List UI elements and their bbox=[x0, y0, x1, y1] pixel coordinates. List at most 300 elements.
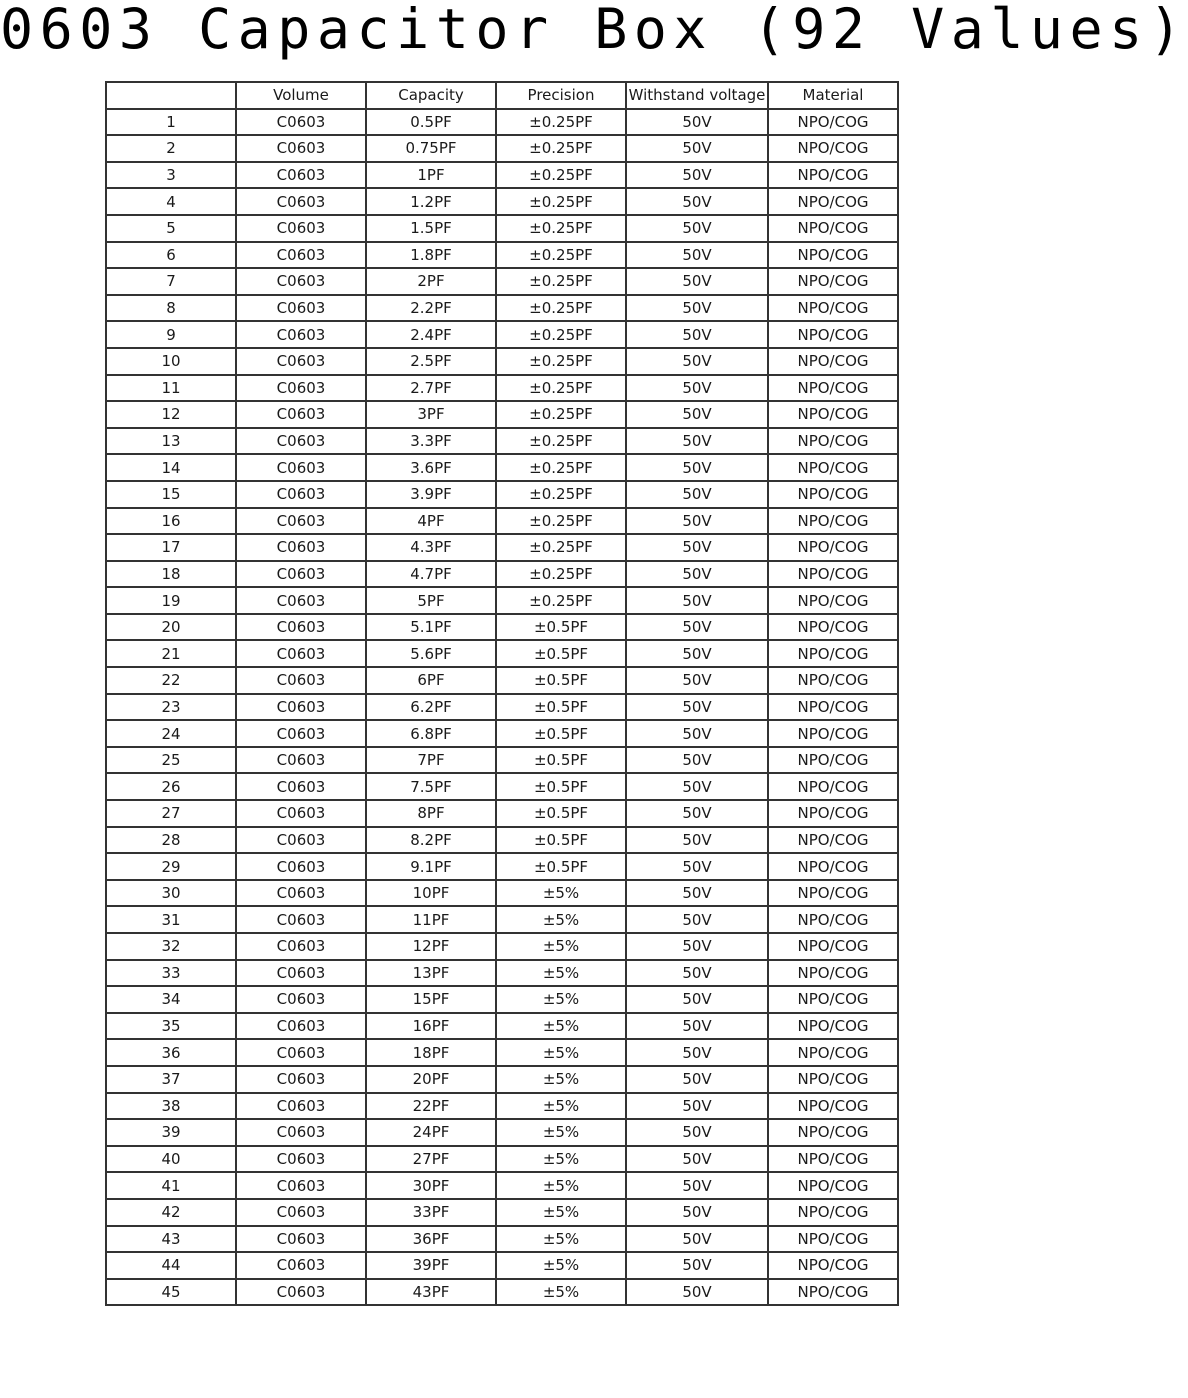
table-row bbox=[106, 508, 898, 535]
cell-precision: ±0.25PF bbox=[496, 135, 626, 162]
cell-voltage: 50V bbox=[626, 321, 768, 348]
cell-precision: ±0.25PF bbox=[496, 428, 626, 455]
cell-precision: ±5% bbox=[496, 1146, 626, 1173]
cell-index: 8 bbox=[106, 295, 236, 322]
cell-voltage: 50V bbox=[626, 720, 768, 747]
cell-precision: ±5% bbox=[496, 1172, 626, 1199]
cell-index: 6 bbox=[106, 242, 236, 269]
cell-precision: ±5% bbox=[496, 986, 626, 1013]
cell-material: NPO/COG bbox=[768, 906, 898, 933]
cell-index: 39 bbox=[106, 1119, 236, 1146]
cell-material: NPO/COG bbox=[768, 375, 898, 402]
cell-volume: C0603 bbox=[236, 534, 366, 561]
cell-capacity: 9.1PF bbox=[366, 853, 496, 880]
cell-voltage: 50V bbox=[626, 880, 768, 907]
header-precision: Precision bbox=[496, 82, 626, 109]
table-row bbox=[106, 375, 898, 402]
cell-precision: ±0.5PF bbox=[496, 694, 626, 721]
table-row bbox=[106, 986, 898, 1013]
cell-index: 17 bbox=[106, 534, 236, 561]
cell-precision: ±5% bbox=[496, 1226, 626, 1253]
cell-material: NPO/COG bbox=[768, 933, 898, 960]
cell-precision: ±5% bbox=[496, 880, 626, 907]
cell-volume: C0603 bbox=[236, 933, 366, 960]
cell-capacity: 1.8PF bbox=[366, 242, 496, 269]
cell-capacity: 39PF bbox=[366, 1252, 496, 1279]
table-row bbox=[106, 1252, 898, 1279]
cell-voltage: 50V bbox=[626, 986, 768, 1013]
cell-index: 44 bbox=[106, 1252, 236, 1279]
cell-material: NPO/COG bbox=[768, 640, 898, 667]
cell-voltage: 50V bbox=[626, 454, 768, 481]
cell-voltage: 50V bbox=[626, 587, 768, 614]
cell-precision: ±0.25PF bbox=[496, 162, 626, 189]
cell-precision: ±5% bbox=[496, 1039, 626, 1066]
cell-index: 45 bbox=[106, 1279, 236, 1306]
cell-capacity: 1.2PF bbox=[366, 188, 496, 215]
cell-volume: C0603 bbox=[236, 401, 366, 428]
cell-capacity: 10PF bbox=[366, 880, 496, 907]
cell-voltage: 50V bbox=[626, 827, 768, 854]
cell-index: 14 bbox=[106, 454, 236, 481]
cell-capacity: 0.75PF bbox=[366, 135, 496, 162]
cell-material: NPO/COG bbox=[768, 614, 898, 641]
cell-index: 3 bbox=[106, 162, 236, 189]
cell-volume: C0603 bbox=[236, 268, 366, 295]
table-row bbox=[106, 906, 898, 933]
cell-precision: ±0.25PF bbox=[496, 268, 626, 295]
cell-voltage: 50V bbox=[626, 268, 768, 295]
cell-index: 13 bbox=[106, 428, 236, 455]
table-row bbox=[106, 827, 898, 854]
cell-voltage: 50V bbox=[626, 933, 768, 960]
cell-voltage: 50V bbox=[626, 1226, 768, 1253]
cell-volume: C0603 bbox=[236, 880, 366, 907]
header-index bbox=[106, 82, 236, 109]
cell-index: 43 bbox=[106, 1226, 236, 1253]
cell-capacity: 2.2PF bbox=[366, 295, 496, 322]
cell-volume: C0603 bbox=[236, 1199, 366, 1226]
cell-material: NPO/COG bbox=[768, 1226, 898, 1253]
cell-precision: ±0.25PF bbox=[496, 508, 626, 535]
cell-voltage: 50V bbox=[626, 428, 768, 455]
cell-capacity: 11PF bbox=[366, 906, 496, 933]
cell-precision: ±0.5PF bbox=[496, 614, 626, 641]
cell-voltage: 50V bbox=[626, 375, 768, 402]
cell-volume: C0603 bbox=[236, 188, 366, 215]
cell-index: 1 bbox=[106, 109, 236, 136]
cell-volume: C0603 bbox=[236, 694, 366, 721]
cell-material: NPO/COG bbox=[768, 215, 898, 242]
cell-precision: ±0.5PF bbox=[496, 773, 626, 800]
table-row bbox=[106, 162, 898, 189]
cell-volume: C0603 bbox=[236, 135, 366, 162]
cell-index: 24 bbox=[106, 720, 236, 747]
cell-index: 25 bbox=[106, 747, 236, 774]
cell-index: 11 bbox=[106, 375, 236, 402]
cell-volume: C0603 bbox=[236, 428, 366, 455]
cell-index: 9 bbox=[106, 321, 236, 348]
cell-index: 34 bbox=[106, 986, 236, 1013]
cell-volume: C0603 bbox=[236, 1146, 366, 1173]
table-row bbox=[106, 1013, 898, 1040]
table-row bbox=[106, 268, 898, 295]
cell-voltage: 50V bbox=[626, 1252, 768, 1279]
cell-material: NPO/COG bbox=[768, 587, 898, 614]
cell-index: 21 bbox=[106, 640, 236, 667]
cell-capacity: 5PF bbox=[366, 587, 496, 614]
cell-capacity: 13PF bbox=[366, 960, 496, 987]
cell-material: NPO/COG bbox=[768, 508, 898, 535]
cell-precision: ±5% bbox=[496, 1013, 626, 1040]
cell-index: 38 bbox=[106, 1093, 236, 1120]
cell-precision: ±0.5PF bbox=[496, 667, 626, 694]
cell-capacity: 5.1PF bbox=[366, 614, 496, 641]
cell-precision: ±5% bbox=[496, 1119, 626, 1146]
cell-material: NPO/COG bbox=[768, 827, 898, 854]
table-row bbox=[106, 188, 898, 215]
cell-index: 5 bbox=[106, 215, 236, 242]
header-withstand-voltage: Withstand voltage bbox=[626, 82, 768, 109]
cell-capacity: 22PF bbox=[366, 1093, 496, 1120]
cell-capacity: 12PF bbox=[366, 933, 496, 960]
cell-index: 19 bbox=[106, 587, 236, 614]
cell-capacity: 2.5PF bbox=[366, 348, 496, 375]
cell-volume: C0603 bbox=[236, 1279, 366, 1306]
cell-material: NPO/COG bbox=[768, 1066, 898, 1093]
cell-precision: ±5% bbox=[496, 906, 626, 933]
cell-volume: C0603 bbox=[236, 800, 366, 827]
cell-precision: ±0.25PF bbox=[496, 534, 626, 561]
cell-capacity: 7PF bbox=[366, 747, 496, 774]
table-row bbox=[106, 295, 898, 322]
cell-index: 28 bbox=[106, 827, 236, 854]
cell-precision: ±0.25PF bbox=[496, 587, 626, 614]
cell-capacity: 4.7PF bbox=[366, 561, 496, 588]
cell-volume: C0603 bbox=[236, 1252, 366, 1279]
cell-index: 26 bbox=[106, 773, 236, 800]
table-row bbox=[106, 428, 898, 455]
cell-material: NPO/COG bbox=[768, 1252, 898, 1279]
cell-capacity: 0.5PF bbox=[366, 109, 496, 136]
cell-index: 12 bbox=[106, 401, 236, 428]
cell-material: NPO/COG bbox=[768, 242, 898, 269]
cell-precision: ±0.5PF bbox=[496, 720, 626, 747]
cell-precision: ±5% bbox=[496, 1252, 626, 1279]
cell-material: NPO/COG bbox=[768, 853, 898, 880]
cell-voltage: 50V bbox=[626, 614, 768, 641]
cell-material: NPO/COG bbox=[768, 454, 898, 481]
table-body bbox=[106, 109, 898, 1306]
cell-voltage: 50V bbox=[626, 800, 768, 827]
cell-material: NPO/COG bbox=[768, 773, 898, 800]
capacitor-spec-table bbox=[105, 81, 899, 1306]
table-row bbox=[106, 109, 898, 136]
cell-capacity: 2PF bbox=[366, 268, 496, 295]
cell-voltage: 50V bbox=[626, 694, 768, 721]
cell-capacity: 8.2PF bbox=[366, 827, 496, 854]
cell-voltage: 50V bbox=[626, 1013, 768, 1040]
table-row bbox=[106, 667, 898, 694]
cell-volume: C0603 bbox=[236, 587, 366, 614]
cell-capacity: 18PF bbox=[366, 1039, 496, 1066]
table-row bbox=[106, 321, 898, 348]
table-row bbox=[106, 853, 898, 880]
cell-voltage: 50V bbox=[626, 1093, 768, 1120]
cell-index: 31 bbox=[106, 906, 236, 933]
cell-voltage: 50V bbox=[626, 1199, 768, 1226]
cell-voltage: 50V bbox=[626, 109, 768, 136]
cell-precision: ±0.25PF bbox=[496, 401, 626, 428]
table-row bbox=[106, 534, 898, 561]
cell-precision: ±0.25PF bbox=[496, 561, 626, 588]
cell-volume: C0603 bbox=[236, 773, 366, 800]
cell-capacity: 6.2PF bbox=[366, 694, 496, 721]
cell-index: 37 bbox=[106, 1066, 236, 1093]
cell-voltage: 50V bbox=[626, 640, 768, 667]
cell-capacity: 24PF bbox=[366, 1119, 496, 1146]
cell-voltage: 50V bbox=[626, 1172, 768, 1199]
cell-precision: ±0.25PF bbox=[496, 348, 626, 375]
table-row bbox=[106, 135, 898, 162]
cell-precision: ±0.25PF bbox=[496, 215, 626, 242]
cell-precision: ±5% bbox=[496, 933, 626, 960]
cell-precision: ±0.25PF bbox=[496, 242, 626, 269]
cell-voltage: 50V bbox=[626, 667, 768, 694]
cell-precision: ±0.25PF bbox=[496, 481, 626, 508]
cell-material: NPO/COG bbox=[768, 1039, 898, 1066]
cell-index: 16 bbox=[106, 508, 236, 535]
cell-volume: C0603 bbox=[236, 1039, 366, 1066]
cell-precision: ±0.5PF bbox=[496, 853, 626, 880]
cell-index: 20 bbox=[106, 614, 236, 641]
cell-volume: C0603 bbox=[236, 242, 366, 269]
cell-precision: ±5% bbox=[496, 1093, 626, 1120]
cell-material: NPO/COG bbox=[768, 162, 898, 189]
table-row bbox=[106, 454, 898, 481]
cell-capacity: 36PF bbox=[366, 1226, 496, 1253]
cell-volume: C0603 bbox=[236, 215, 366, 242]
cell-volume: C0603 bbox=[236, 295, 366, 322]
table-row bbox=[106, 1039, 898, 1066]
cell-index: 18 bbox=[106, 561, 236, 588]
cell-voltage: 50V bbox=[626, 215, 768, 242]
cell-volume: C0603 bbox=[236, 640, 366, 667]
cell-voltage: 50V bbox=[626, 135, 768, 162]
table-row bbox=[106, 1146, 898, 1173]
cell-precision: ±0.25PF bbox=[496, 321, 626, 348]
table-row bbox=[106, 481, 898, 508]
page-title: 0603 Capacitor Box (92 Values) bbox=[0, 0, 1188, 61]
table-row bbox=[106, 587, 898, 614]
header-capacity: Capacity bbox=[366, 82, 496, 109]
cell-precision: ±0.5PF bbox=[496, 800, 626, 827]
cell-volume: C0603 bbox=[236, 1066, 366, 1093]
header-material: Material bbox=[768, 82, 898, 109]
table-row bbox=[106, 933, 898, 960]
table-row bbox=[106, 1279, 898, 1306]
table-row bbox=[106, 1226, 898, 1253]
cell-material: NPO/COG bbox=[768, 481, 898, 508]
cell-index: 23 bbox=[106, 694, 236, 721]
cell-index: 36 bbox=[106, 1039, 236, 1066]
table-row bbox=[106, 1119, 898, 1146]
cell-capacity: 1.5PF bbox=[366, 215, 496, 242]
cell-index: 33 bbox=[106, 960, 236, 987]
cell-volume: C0603 bbox=[236, 986, 366, 1013]
cell-material: NPO/COG bbox=[768, 135, 898, 162]
table-row bbox=[106, 215, 898, 242]
cell-volume: C0603 bbox=[236, 348, 366, 375]
cell-voltage: 50V bbox=[626, 401, 768, 428]
cell-precision: ±0.5PF bbox=[496, 827, 626, 854]
cell-voltage: 50V bbox=[626, 348, 768, 375]
cell-voltage: 50V bbox=[626, 162, 768, 189]
table-row bbox=[106, 960, 898, 987]
table-header-row bbox=[106, 82, 898, 109]
table-row bbox=[106, 1172, 898, 1199]
cell-volume: C0603 bbox=[236, 561, 366, 588]
cell-precision: ±0.25PF bbox=[496, 375, 626, 402]
cell-volume: C0603 bbox=[236, 109, 366, 136]
cell-voltage: 50V bbox=[626, 561, 768, 588]
cell-material: NPO/COG bbox=[768, 1119, 898, 1146]
cell-index: 27 bbox=[106, 800, 236, 827]
cell-material: NPO/COG bbox=[768, 428, 898, 455]
cell-index: 42 bbox=[106, 1199, 236, 1226]
cell-material: NPO/COG bbox=[768, 295, 898, 322]
cell-volume: C0603 bbox=[236, 1172, 366, 1199]
cell-volume: C0603 bbox=[236, 481, 366, 508]
cell-capacity: 3.6PF bbox=[366, 454, 496, 481]
cell-index: 15 bbox=[106, 481, 236, 508]
cell-material: NPO/COG bbox=[768, 561, 898, 588]
cell-material: NPO/COG bbox=[768, 960, 898, 987]
cell-capacity: 3.3PF bbox=[366, 428, 496, 455]
cell-voltage: 50V bbox=[626, 242, 768, 269]
cell-volume: C0603 bbox=[236, 614, 366, 641]
cell-precision: ±0.25PF bbox=[496, 454, 626, 481]
cell-voltage: 50V bbox=[626, 1066, 768, 1093]
cell-index: 4 bbox=[106, 188, 236, 215]
cell-voltage: 50V bbox=[626, 1119, 768, 1146]
cell-capacity: 6.8PF bbox=[366, 720, 496, 747]
cell-material: NPO/COG bbox=[768, 667, 898, 694]
cell-volume: C0603 bbox=[236, 321, 366, 348]
cell-capacity: 2.7PF bbox=[366, 375, 496, 402]
cell-precision: ±5% bbox=[496, 1066, 626, 1093]
cell-material: NPO/COG bbox=[768, 268, 898, 295]
cell-voltage: 50V bbox=[626, 906, 768, 933]
table-row bbox=[106, 401, 898, 428]
cell-material: NPO/COG bbox=[768, 321, 898, 348]
cell-volume: C0603 bbox=[236, 1119, 366, 1146]
cell-material: NPO/COG bbox=[768, 694, 898, 721]
cell-precision: ±0.25PF bbox=[496, 295, 626, 322]
cell-index: 35 bbox=[106, 1013, 236, 1040]
cell-volume: C0603 bbox=[236, 667, 366, 694]
cell-voltage: 50V bbox=[626, 747, 768, 774]
cell-material: NPO/COG bbox=[768, 800, 898, 827]
table-row bbox=[106, 1093, 898, 1120]
cell-volume: C0603 bbox=[236, 162, 366, 189]
cell-voltage: 50V bbox=[626, 1279, 768, 1306]
cell-volume: C0603 bbox=[236, 720, 366, 747]
cell-volume: C0603 bbox=[236, 906, 366, 933]
table-row bbox=[106, 773, 898, 800]
cell-voltage: 50V bbox=[626, 295, 768, 322]
table-row bbox=[106, 561, 898, 588]
cell-volume: C0603 bbox=[236, 375, 366, 402]
cell-capacity: 15PF bbox=[366, 986, 496, 1013]
table-row bbox=[106, 747, 898, 774]
cell-material: NPO/COG bbox=[768, 880, 898, 907]
cell-voltage: 50V bbox=[626, 960, 768, 987]
cell-volume: C0603 bbox=[236, 747, 366, 774]
cell-voltage: 50V bbox=[626, 773, 768, 800]
cell-voltage: 50V bbox=[626, 508, 768, 535]
header-volume: Volume bbox=[236, 82, 366, 109]
cell-voltage: 50V bbox=[626, 853, 768, 880]
cell-material: NPO/COG bbox=[768, 109, 898, 136]
cell-index: 32 bbox=[106, 933, 236, 960]
table-row bbox=[106, 1199, 898, 1226]
cell-capacity: 2.4PF bbox=[366, 321, 496, 348]
table-row bbox=[106, 880, 898, 907]
cell-capacity: 3.9PF bbox=[366, 481, 496, 508]
cell-precision: ±0.25PF bbox=[496, 109, 626, 136]
cell-material: NPO/COG bbox=[768, 348, 898, 375]
cell-precision: ±5% bbox=[496, 1279, 626, 1306]
cell-capacity: 1PF bbox=[366, 162, 496, 189]
table-row bbox=[106, 640, 898, 667]
cell-index: 40 bbox=[106, 1146, 236, 1173]
cell-precision: ±0.5PF bbox=[496, 640, 626, 667]
cell-capacity: 5.6PF bbox=[366, 640, 496, 667]
cell-capacity: 7.5PF bbox=[366, 773, 496, 800]
cell-material: NPO/COG bbox=[768, 1279, 898, 1306]
cell-voltage: 50V bbox=[626, 481, 768, 508]
cell-capacity: 16PF bbox=[366, 1013, 496, 1040]
cell-precision: ±0.25PF bbox=[496, 188, 626, 215]
cell-index: 2 bbox=[106, 135, 236, 162]
cell-precision: ±0.5PF bbox=[496, 747, 626, 774]
cell-material: NPO/COG bbox=[768, 188, 898, 215]
cell-capacity: 4PF bbox=[366, 508, 496, 535]
cell-volume: C0603 bbox=[236, 454, 366, 481]
cell-capacity: 33PF bbox=[366, 1199, 496, 1226]
cell-precision: ±5% bbox=[496, 960, 626, 987]
cell-volume: C0603 bbox=[236, 1013, 366, 1040]
table-row bbox=[106, 242, 898, 269]
cell-material: NPO/COG bbox=[768, 720, 898, 747]
cell-voltage: 50V bbox=[626, 1039, 768, 1066]
table-row bbox=[106, 800, 898, 827]
table-row bbox=[106, 720, 898, 747]
cell-material: NPO/COG bbox=[768, 1013, 898, 1040]
cell-material: NPO/COG bbox=[768, 1146, 898, 1173]
cell-voltage: 50V bbox=[626, 534, 768, 561]
cell-capacity: 30PF bbox=[366, 1172, 496, 1199]
cell-capacity: 3PF bbox=[366, 401, 496, 428]
cell-capacity: 8PF bbox=[366, 800, 496, 827]
table-row bbox=[106, 694, 898, 721]
table-row bbox=[106, 1066, 898, 1093]
cell-index: 10 bbox=[106, 348, 236, 375]
cell-voltage: 50V bbox=[626, 188, 768, 215]
cell-volume: C0603 bbox=[236, 1093, 366, 1120]
cell-volume: C0603 bbox=[236, 827, 366, 854]
